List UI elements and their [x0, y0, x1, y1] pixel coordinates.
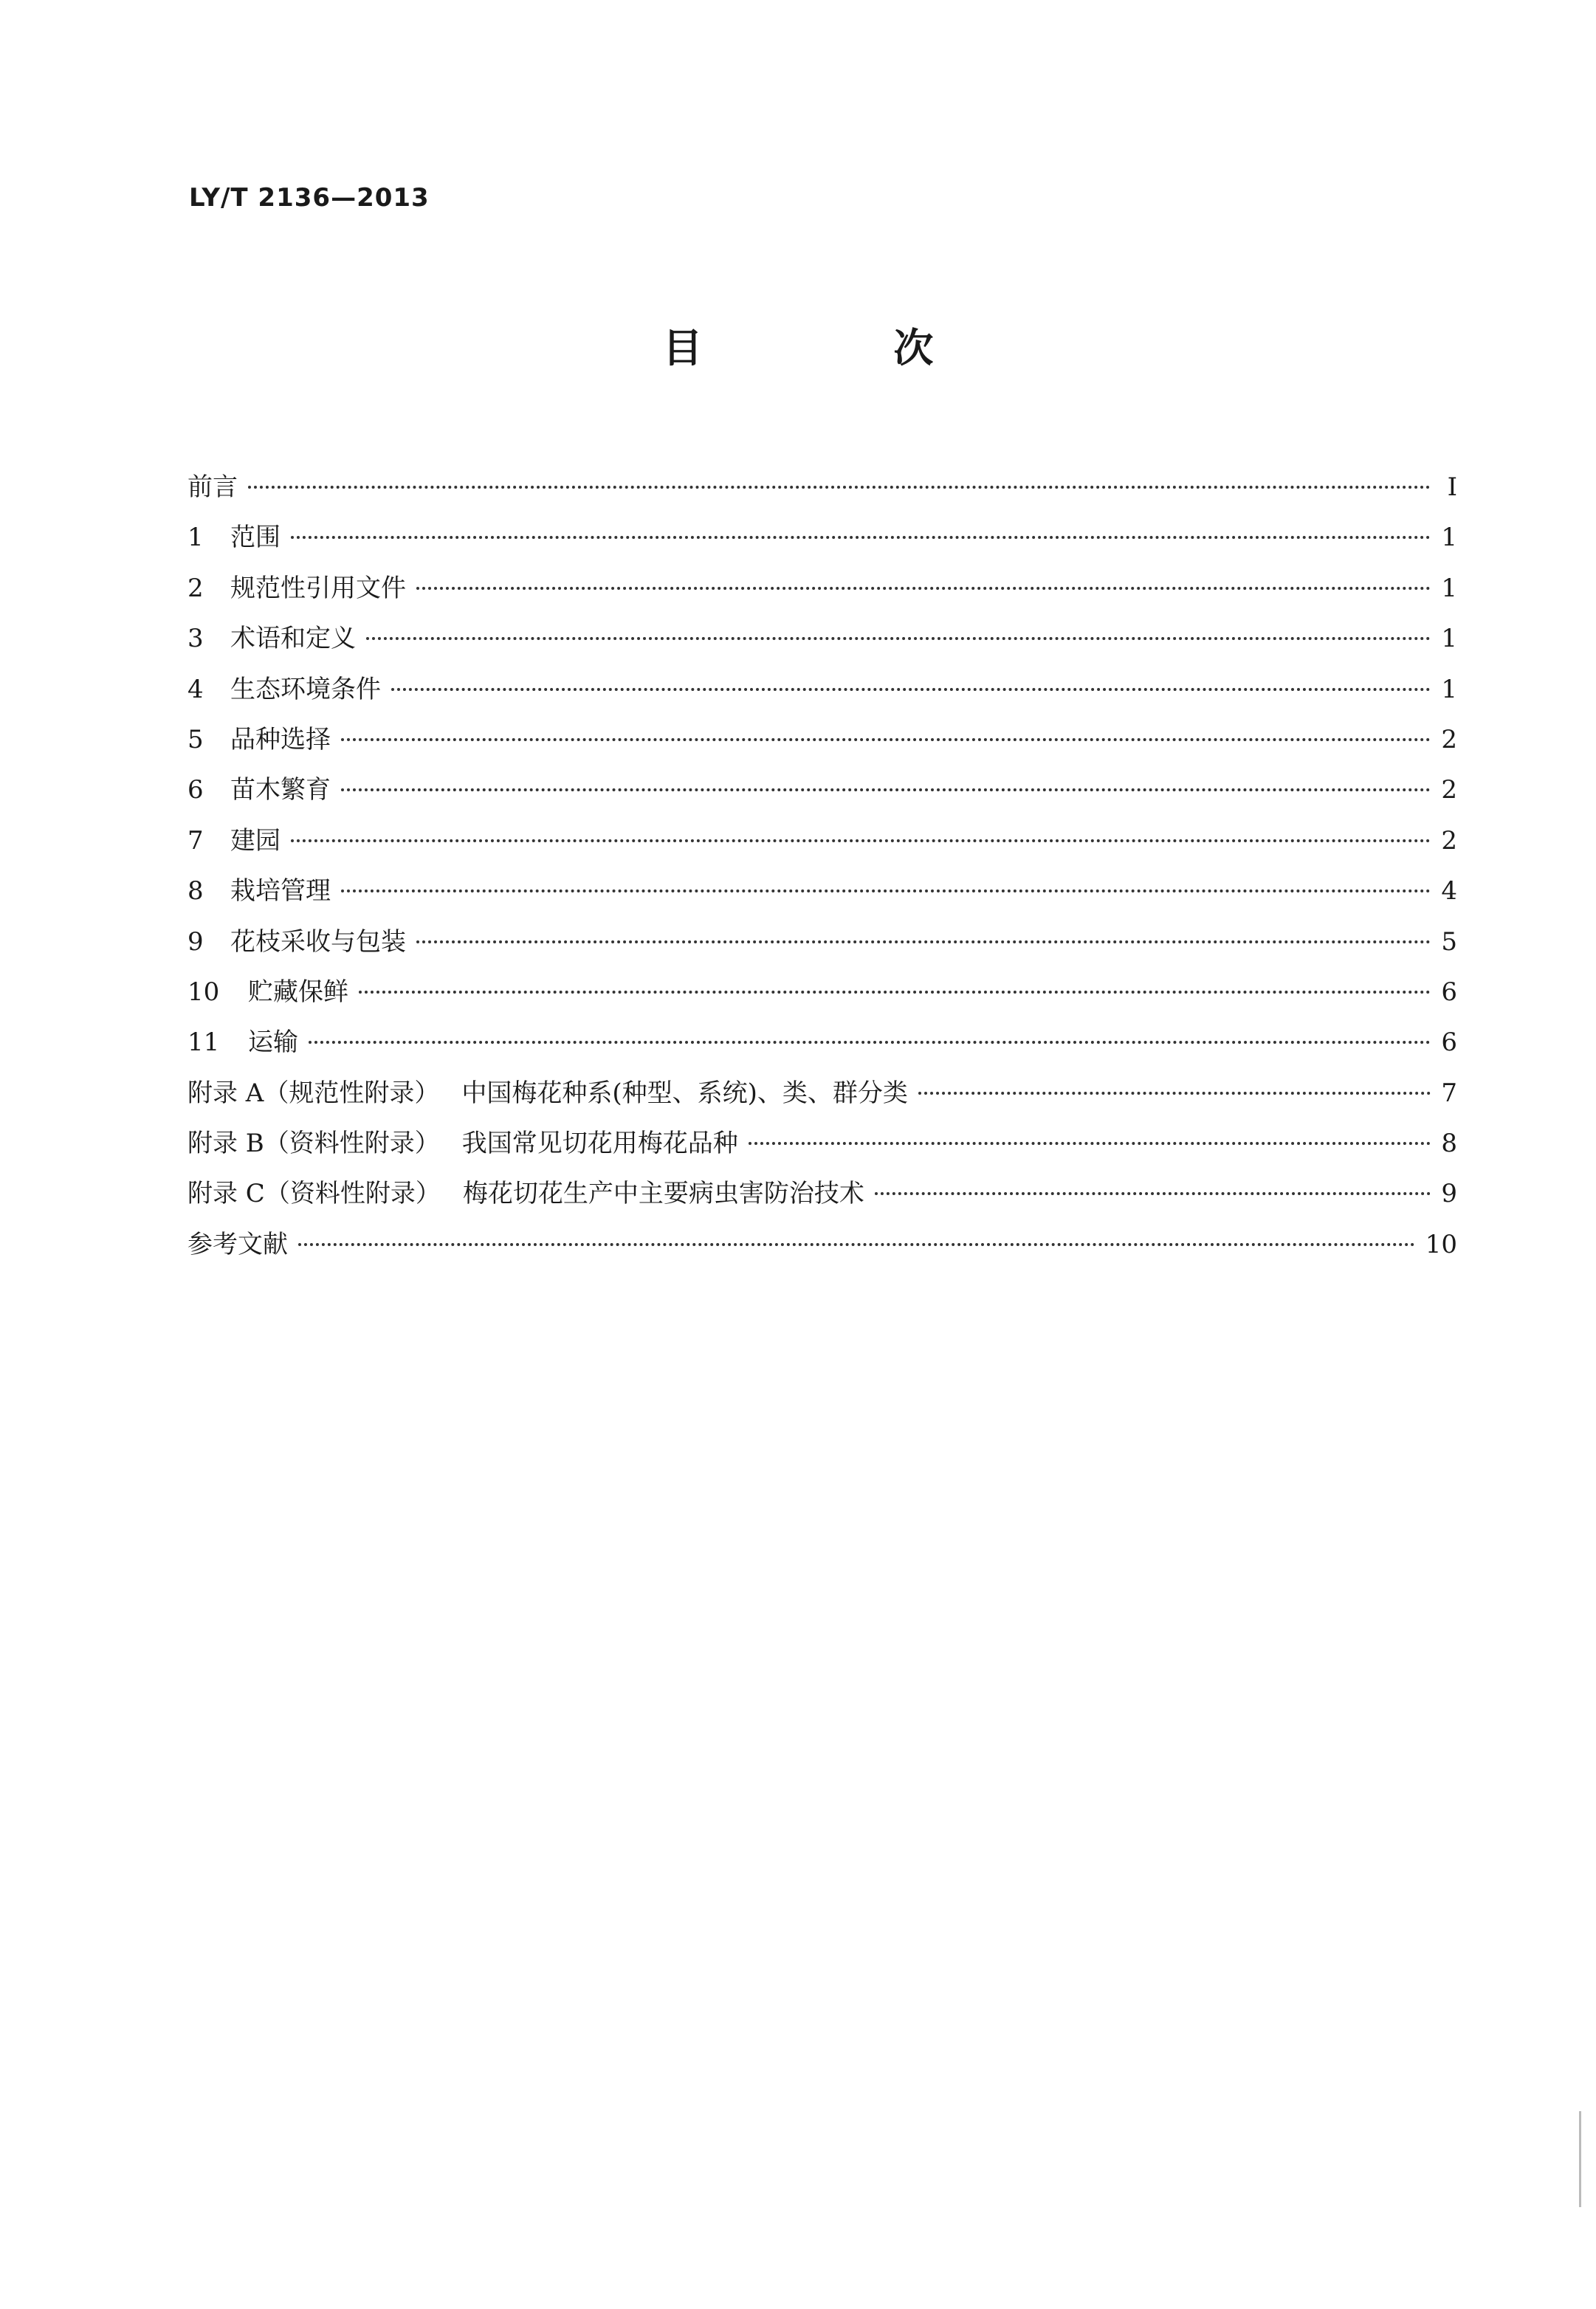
- toc-entry-number: 3: [188, 624, 204, 654]
- toc-entry-title: 贮藏保鲜: [248, 977, 348, 1007]
- toc-page-number: 1: [1441, 674, 1457, 704]
- toc-entry-number: 8: [188, 876, 204, 906]
- toc-entry-7[interactable]: [188, 816, 1457, 866]
- toc-appendix-label: 附录 A（规范性附录）: [188, 1078, 440, 1108]
- scan-edge-mark: [1579, 2111, 1581, 2207]
- toc-page-number: 9: [1441, 1179, 1457, 1209]
- toc-heading: 目 次: [662, 325, 1022, 371]
- toc-page-number: 6: [1441, 1028, 1457, 1058]
- toc-leader-dots: [391, 688, 1431, 691]
- toc-page-number: 8: [1441, 1129, 1457, 1159]
- toc-entry-9[interactable]: [188, 917, 1457, 967]
- toc-leader-dots: [341, 738, 1431, 741]
- toc-entry-title: 建园: [230, 825, 281, 856]
- table-of-contents: [188, 462, 1457, 1270]
- toc-leader-dots: [309, 1041, 1431, 1044]
- toc-entry-title: 苗木繁育: [230, 775, 331, 805]
- toc-entry-number: 5: [188, 724, 204, 754]
- toc-entry-8[interactable]: [188, 866, 1457, 916]
- toc-entry-number: 9: [188, 926, 204, 957]
- toc-page-number: 6: [1441, 977, 1457, 1007]
- toc-appendix-a[interactable]: [188, 1068, 1457, 1118]
- toc-page-number: 4: [1441, 876, 1457, 906]
- toc-entry-references[interactable]: [188, 1219, 1457, 1270]
- standard-code: LY/T 2136—2013: [189, 183, 430, 213]
- toc-page-number: 1: [1441, 523, 1457, 553]
- toc-entry-2[interactable]: [188, 563, 1457, 613]
- toc-leader-dots: [298, 1243, 1415, 1246]
- toc-page-number: 1: [1441, 573, 1457, 603]
- toc-entry-5[interactable]: [188, 715, 1457, 765]
- toc-entry-number: 10: [188, 977, 220, 1007]
- toc-entry-number: 6: [188, 775, 204, 805]
- toc-page-number: 7: [1441, 1078, 1457, 1108]
- toc-leader-dots: [416, 940, 1431, 943]
- toc-entry-title: 花枝采收与包装: [230, 926, 406, 957]
- toc-entry-title: 生态环境条件: [230, 674, 381, 704]
- toc-leader-dots: [291, 536, 1431, 539]
- toc-page-number: 2: [1441, 724, 1457, 754]
- toc-entry-1[interactable]: [188, 512, 1457, 562]
- toc-page-number: 10: [1425, 1229, 1457, 1259]
- toc-entry-title: 我国常见切花用梅花品种: [461, 1129, 738, 1159]
- toc-entry-title: 术语和定义: [230, 624, 356, 654]
- toc-entry-title: 栽培管理: [230, 876, 331, 906]
- toc-leader-dots: [416, 587, 1431, 590]
- toc-entry-title: 参考文献: [188, 1229, 288, 1259]
- toc-leader-dots: [875, 1192, 1431, 1195]
- toc-leader-dots: [341, 788, 1431, 791]
- toc-leader-dots: [291, 839, 1431, 842]
- toc-appendix-b[interactable]: [188, 1118, 1457, 1169]
- toc-entry-number: 4: [188, 674, 204, 704]
- toc-entry-title: 梅花切花生产中主要病虫害防治技术: [462, 1179, 864, 1209]
- toc-entry-title: 运输: [248, 1028, 298, 1058]
- toc-entry-11[interactable]: [188, 1017, 1457, 1067]
- toc-entry-number: 1: [188, 523, 204, 553]
- toc-entry-number: 11: [188, 1028, 220, 1058]
- toc-entry-title: 规范性引用文件: [230, 573, 406, 603]
- toc-entry-6[interactable]: [188, 765, 1457, 815]
- toc-leader-dots: [749, 1142, 1431, 1145]
- toc-entry-number: 7: [188, 825, 204, 856]
- toc-entry-title: 中国梅花种系(种型、系统)、类、群分类: [461, 1078, 908, 1108]
- toc-entry-title: 品种选择: [230, 724, 331, 754]
- toc-entry-title: 前言: [188, 472, 238, 502]
- toc-page-number: 2: [1441, 775, 1457, 805]
- toc-entry-title: 范围: [230, 523, 281, 553]
- toc-entry-10[interactable]: [188, 967, 1457, 1017]
- toc-entry-4[interactable]: [188, 664, 1457, 715]
- toc-page-number: 1: [1441, 624, 1457, 654]
- toc-leader-dots: [366, 637, 1431, 640]
- toc-appendix-label: 附录 C（资料性附录）: [188, 1179, 441, 1209]
- toc-entry-preface[interactable]: [188, 462, 1457, 512]
- toc-leader-dots: [248, 486, 1431, 489]
- toc-page-number: 2: [1441, 825, 1457, 856]
- toc-leader-dots: [918, 1092, 1431, 1095]
- toc-page-number: 5: [1441, 926, 1457, 957]
- toc-entry-number: 2: [188, 573, 204, 603]
- toc-page-number: Ⅰ: [1447, 472, 1457, 502]
- toc-entry-3[interactable]: [188, 613, 1457, 664]
- toc-leader-dots: [359, 991, 1431, 994]
- toc-appendix-label: 附录 B（资料性附录）: [188, 1129, 440, 1159]
- toc-appendix-c[interactable]: [188, 1169, 1457, 1219]
- toc-leader-dots: [341, 889, 1431, 892]
